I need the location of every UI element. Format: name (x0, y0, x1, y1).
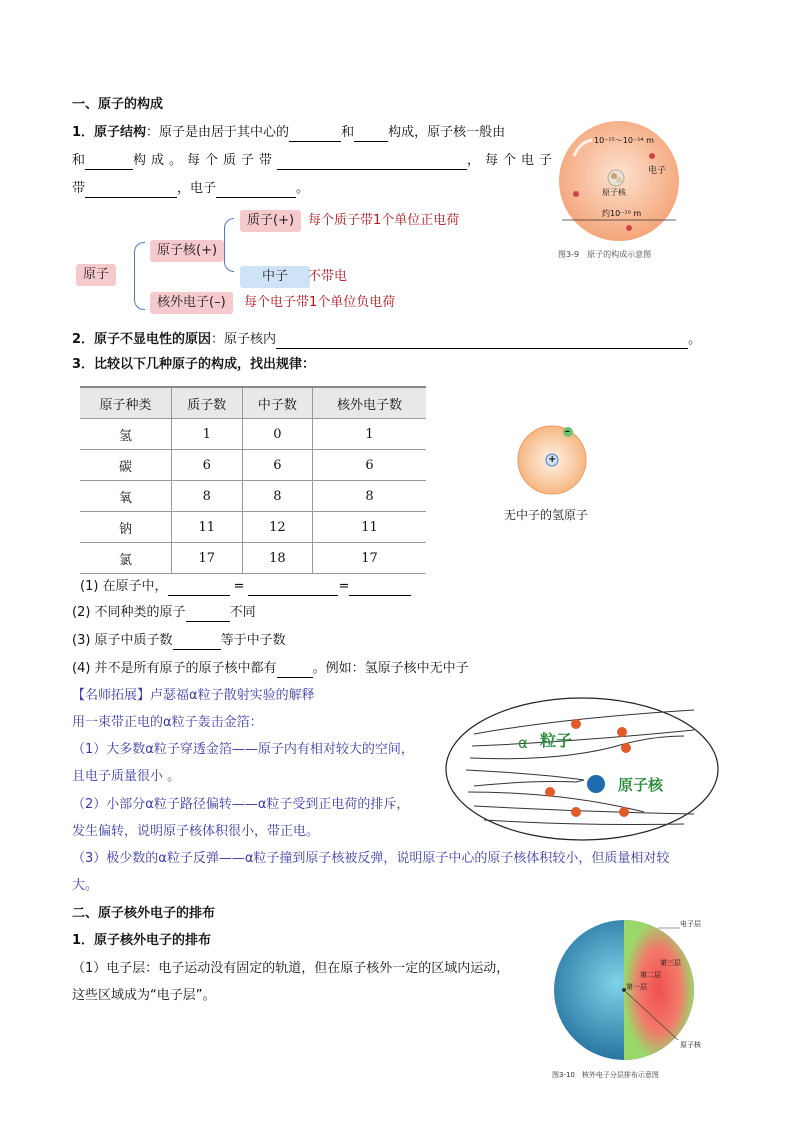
bracket-nucleus (224, 218, 234, 272)
scale-label-atom: 约10⁻¹⁰ m (602, 209, 642, 218)
blank-electron[interactable] (354, 127, 388, 142)
section-1-heading: 一、原子的构成 (72, 97, 164, 112)
blank-s1-2[interactable] (248, 581, 338, 596)
third-shell-label: 第三层 (660, 959, 681, 967)
table-header: 核外电子数 (313, 387, 426, 419)
section-2-p2: 这些区域成为“电子层”。 (72, 988, 216, 1003)
table-header-row (80, 387, 426, 419)
tree-neutron: 中子 (240, 266, 310, 288)
blank-proton-charge[interactable] (277, 155, 467, 170)
second-shell-label: 第二层 (640, 971, 661, 979)
q1-line-3: 带 ，电子 。 (72, 181, 310, 196)
nucleus-label: 原子核 (602, 188, 626, 197)
atom-composition-table (80, 386, 426, 574)
table-row: 碳 6 6 6 (80, 450, 426, 481)
blank-s1-3[interactable] (349, 581, 411, 596)
electron-label: 电子 (648, 166, 667, 176)
section-2-p1: （1）电子层：电子运动没有固定的轨道，但在原子核外一定的区域内运动， (72, 961, 510, 976)
table-header: 质子数 (172, 387, 243, 419)
alpha-scattering-image (444, 696, 720, 842)
first-shell-label: 第一层 (626, 983, 647, 991)
electron-shell-figure (550, 914, 710, 1084)
nucleus-label: 原子核 (680, 1041, 701, 1049)
tree-electron-desc: 每个电子带1个单位负电荷 (244, 295, 396, 310)
blank-q2[interactable] (276, 334, 688, 349)
q3-label: 3．比较以下几种原子的构成，找出规律： (72, 357, 316, 372)
q1-label: 1．原子结构 (72, 125, 147, 140)
tree-electron: 核外电子(–) (150, 292, 233, 314)
hydrogen-caption: 无中子的氢原子 (504, 508, 589, 522)
tree-nucleus: 原子核(+) (150, 240, 224, 262)
q1-line-2: 和 构成。每个质子带 ，每个电子 (72, 153, 558, 168)
expand-line-5: 发生偏转，说明原子核体积很小，带正电。 (72, 824, 320, 839)
table-row: 钠 11 12 11 (80, 512, 426, 543)
table-row: 氢 1 0 1 (80, 419, 426, 450)
shell-label: 电子层 (680, 920, 701, 928)
table-row: 氯 17 18 17 (80, 543, 426, 574)
expand-line-7: 大。 (72, 878, 99, 893)
subq-1: (1) 在原子中， = = (80, 578, 411, 596)
expand-line-4: （2）小部分α粒子路径偏转——α粒子受到正电荷的排斥， (72, 797, 410, 812)
electron-minus-sign: – (565, 426, 570, 437)
subq-3: (3) 原子中质子数 等于中子数 (72, 633, 286, 648)
blank-s1-1[interactable] (168, 581, 230, 596)
table-row: 氧 8 8 8 (80, 481, 426, 512)
blank-electron-charge[interactable] (85, 183, 177, 198)
table-header: 原子种类 (80, 387, 172, 419)
section-2-sub-1: 1．原子核外电子的排布 (72, 933, 212, 948)
tree-atom: 原子 (76, 264, 116, 286)
blank-s2[interactable] (186, 607, 230, 622)
blank-s3[interactable] (173, 635, 221, 650)
nucleus-label: 原子核 (618, 776, 664, 794)
blank-electron-extra[interactable] (216, 183, 296, 198)
expand-line-2: （1）大多数α粒子穿透金箔——原子内有相对较大的空间， (72, 742, 414, 757)
q2-line: 2．原子不显电性的原因：原子核内 。 (72, 332, 702, 347)
blank-nucleus[interactable] (289, 127, 341, 142)
subq-2: (2) 不同种类的原子 不同 (72, 605, 256, 620)
proton-plus-sign: + (548, 454, 557, 465)
particle-label: 粒子 (540, 731, 573, 750)
expand-line-6: （3）极少数的α粒子反弹——α粒子撞到原子核被反弹，说明原子中心的原子核体积较小，但质量相对较 (72, 851, 670, 866)
q1-line-1: 1．原子结构：原子是由居于其中心的 和 构成，原子核一般由 (72, 125, 506, 140)
figure-3-10-caption: 图3-10 核外电子分层排布示意图 (552, 1071, 659, 1079)
figure-3-9-caption: 图3-9 原子的构成示意图 (558, 250, 652, 259)
table-header: 中子数 (242, 387, 313, 419)
section-2-heading: 二、原子核外电子的排布 (72, 906, 216, 921)
blank-proton[interactable] (85, 155, 133, 170)
atom-structure-figure (554, 116, 684, 266)
expand-line-1: 用一束带正电的α粒子轰击金箔： (72, 715, 263, 730)
expand-title: 【名师拓展】卢瑟福α粒子散射实验的解释 (72, 688, 315, 703)
expand-line-3: 且电子质量很小 。 (72, 769, 181, 784)
atom-composition-tree (72, 206, 532, 316)
bracket-atom (134, 242, 145, 310)
tree-neutron-desc: 不带电 (308, 269, 348, 284)
alpha-scattering-figure (444, 696, 720, 842)
scale-label-nucleus: 10⁻¹⁵～10⁻¹⁴ m (594, 136, 654, 145)
hydrogen-atom-figure (516, 424, 588, 496)
subq-4: (4) 并不是所有原子的原子核中都有 。例如：氢原子核中无中子 (72, 661, 469, 676)
alpha-symbol: α (518, 734, 528, 752)
tree-proton: 质子(+) (240, 210, 301, 232)
blank-s4[interactable] (277, 663, 313, 678)
tree-proton-desc: 每个质子带1个单位正电荷 (308, 213, 460, 228)
